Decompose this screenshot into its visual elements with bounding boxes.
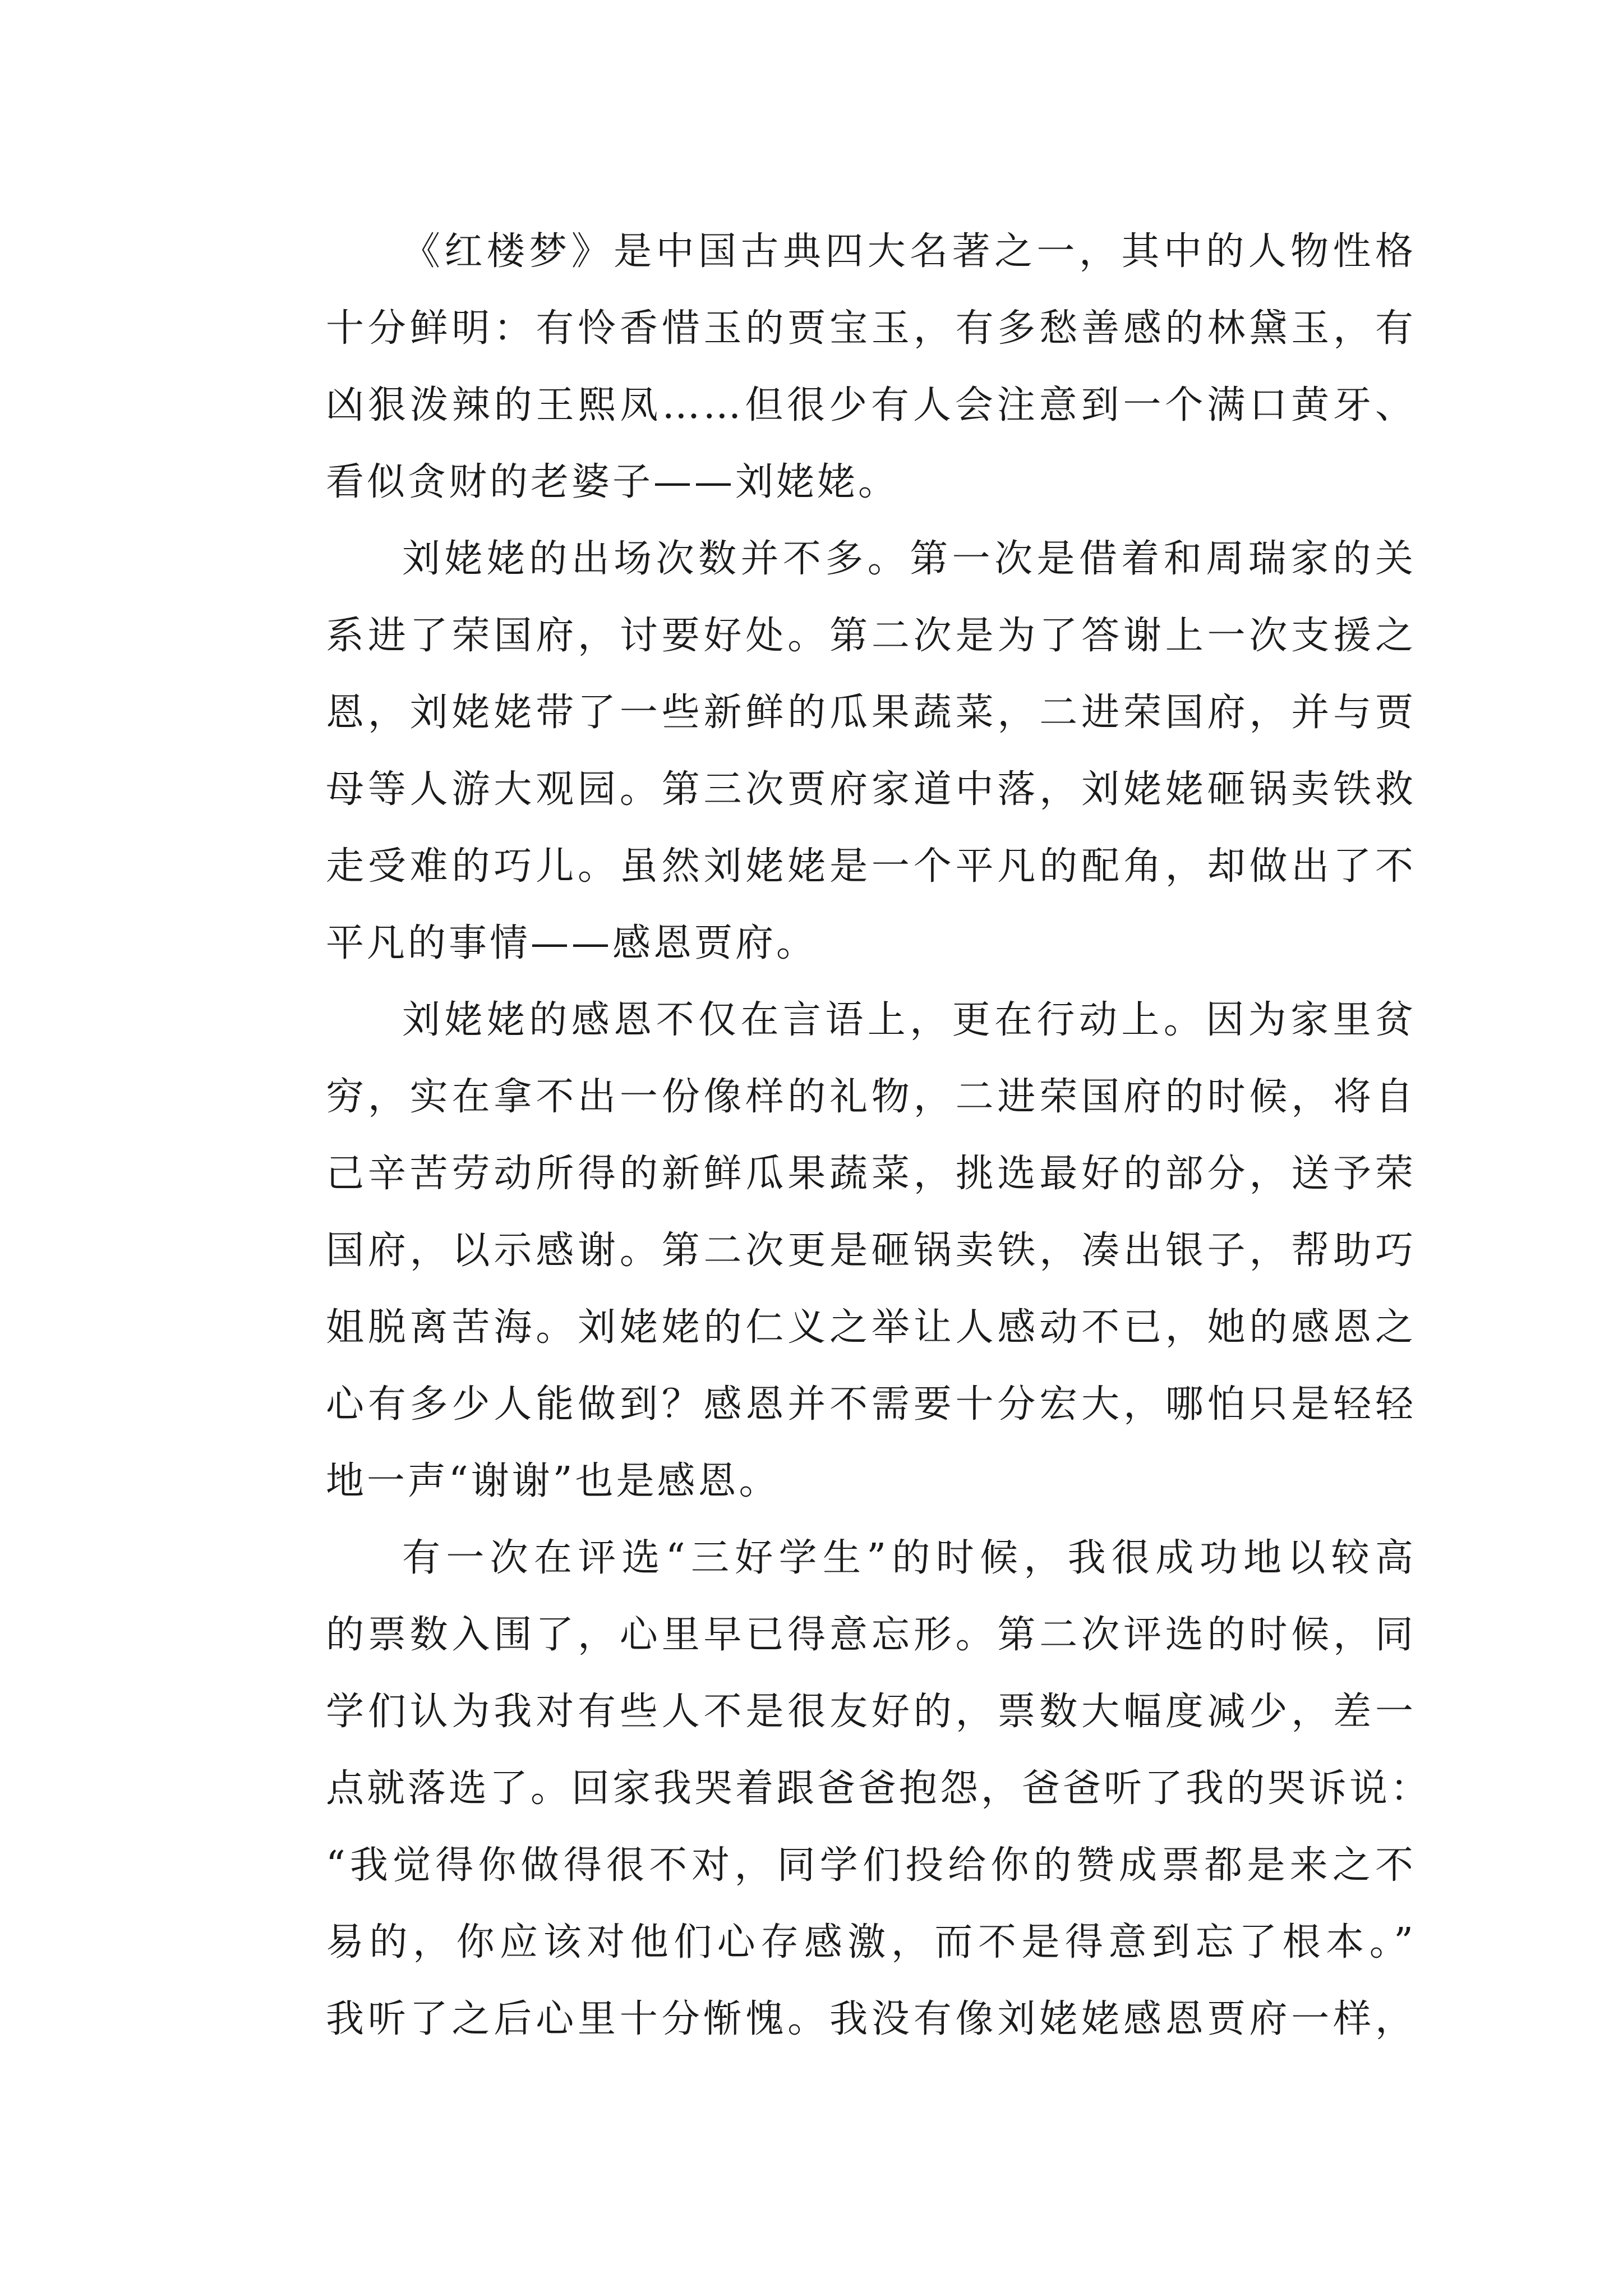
text-line: 走受难的巧儿。虽然刘姥姥是一个平凡的配角，却做出了不 — [326, 844, 1416, 889]
paragraph-4 — [250, 1520, 1432, 2058]
text-line: 己辛苦劳动所得的新鲜瓜果蔬菜，挑选最好的部分，送予荣 — [326, 1152, 1416, 1196]
text-line: 《红楼梦》是中国古典四大名著之一，其中的人物性格 — [402, 229, 1416, 274]
text-line: “我觉得你做得很不对，同学们投给你的赞成票都是来之不 — [326, 1843, 1416, 1888]
text-line: 国府，以示感谢。第二次更是砸锅卖铁，凑出银子，帮助巧 — [326, 1228, 1416, 1273]
text-line: 凶狠泼辣的王熙凤……但很少有人会注意到一个满口黄牙、 — [326, 383, 1416, 427]
text-line: 刘姥姥的感恩不仅在言语上，更在行动上。因为家里贫 — [402, 998, 1416, 1042]
text-line: 心有多少人能做到？感恩并不需要十分宏大，哪怕只是轻轻 — [326, 1382, 1416, 1427]
text-line: 易的，你应该对他们心存感激，而不是得意到忘了根本。” — [326, 1920, 1416, 1964]
text-line: 看似贪财的老婆子——刘姥姥。 — [326, 460, 900, 504]
paragraph-1 — [250, 213, 1416, 521]
text-line: 地一声“谢谢”也是感恩。 — [326, 1459, 780, 1503]
text-line: 十分鲜明：有怜香惜玉的贾宝玉，有多愁善感的林黛玉，有 — [326, 306, 1416, 351]
text-line: 系进了荣国府，讨要好处。第二次是为了答谢上一次支援之 — [326, 614, 1416, 658]
text-line: 点就落选了。回家我哭着跟爸爸抱怨，爸爸听了我的哭诉说： — [326, 1766, 1432, 1811]
text-line: 我听了之后心里十分惭愧。我没有像刘姥姥感恩贾府一样， — [326, 1997, 1416, 2041]
text-line: 刘姥姥的出场次数并不多。第一次是借着和周瑞家的关 — [402, 537, 1416, 581]
text-line: 恩，刘姥姥带了一些新鲜的瓜果蔬菜，二进荣国府，并与贾 — [326, 691, 1416, 735]
essay-body — [250, 213, 1432, 2058]
text-line: 的票数入围了，心里早已得意忘形。第二次评选的时候，同 — [326, 1613, 1416, 1657]
paragraph-3 — [250, 982, 1416, 1520]
text-line: 有一次在评选“三好学生”的时候，我很成功地以较高 — [402, 1536, 1416, 1580]
text-line: 平凡的事情——感恩贾府。 — [326, 921, 818, 965]
text-line: 姐脱离苦海。刘姥姥的仁义之举让人感动不已，她的感恩之 — [326, 1305, 1416, 1350]
text-line: 学们认为我对有些人不是很友好的，票数大幅度减少，差一 — [326, 1690, 1416, 1734]
text-line: 穷，实在拿不出一份像样的礼物，二进荣国府的时候，将自 — [326, 1075, 1416, 1119]
text-line: 母等人游大观园。第三次贾府家道中落，刘姥姥砸锅卖铁救 — [326, 767, 1416, 812]
paragraph-2 — [250, 521, 1416, 982]
